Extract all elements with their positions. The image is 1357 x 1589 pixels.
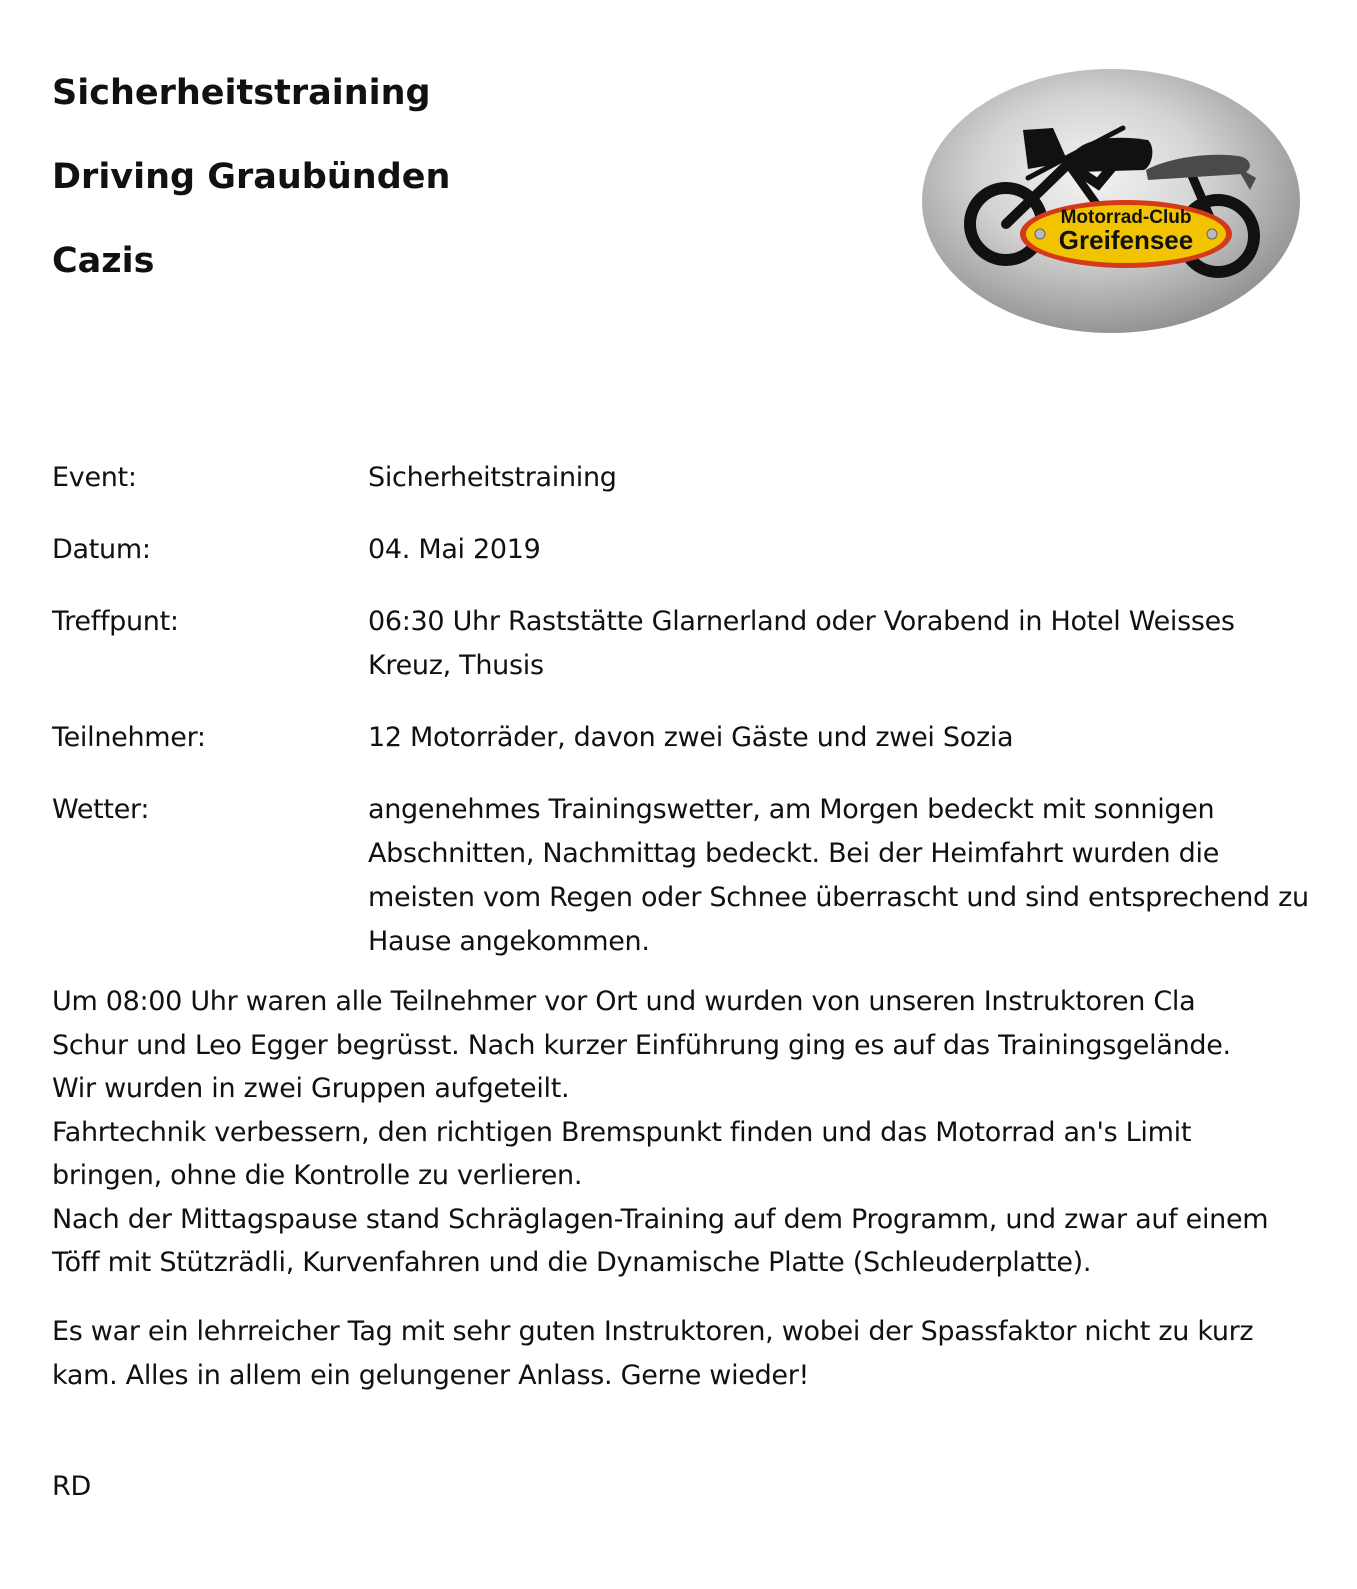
event-info-table: [52, 456, 1312, 992]
report-paragraph-2: [52, 1310, 1312, 1397]
info-row-date: [52, 528, 1312, 572]
report-paragraph-1: [52, 980, 1312, 1285]
logo-text-line2: Greifensee: [1058, 225, 1194, 255]
info-label: Wetter:: [52, 794, 150, 825]
info-value: Sicherheitstraining: [368, 462, 617, 493]
text-line: kam. Alles in allem ein gelungener Anlass. Gerne wieder!: [52, 1359, 810, 1391]
text-line: Um 08:00 Uhr waren alle Teilnehmer vor Ort und wurden von unseren Instruktoren Cla: [52, 986, 1196, 1017]
info-row-event: [52, 456, 1312, 500]
info-value: 06:30 Uhr Raststätte Glarnerland oder Vorabend in Hotel Weisses Kreuz, Thusis: [368, 606, 1235, 681]
info-row-meeting-point: [52, 600, 1312, 688]
info-label: Datum:: [52, 534, 151, 565]
logo-text-line1: Motorrad-Club: [1060, 207, 1192, 228]
info-label: Event:: [52, 462, 137, 493]
club-logo: [918, 66, 1304, 336]
text-line: Fahrtechnik verbessern, den richtigen Bremspunkt finden und das Motorrad an's Limit: [52, 1116, 1192, 1148]
text-line: Es war ein lehrreicher Tag mit sehr guten Instruktoren, wobei der Spassfaktor nicht zu kurz: [52, 1316, 1254, 1347]
club-nameplate: [1020, 200, 1232, 268]
info-label: Teilnehmer:: [52, 722, 206, 753]
text-line: Nach der Mittagspause stand Schräglagen-Training auf dem Programm, und zwar auf einem: [52, 1203, 1269, 1235]
text-line: Töff mit Stützrädli, Kurvenfahren und die Dynamische Platte (Schleuderplatte).: [52, 1247, 1092, 1278]
info-row-participants: [52, 716, 1312, 760]
info-value: 04. Mai 2019: [368, 534, 541, 565]
document-title: Sicherheitstraining: [52, 73, 431, 113]
venue-heading: Driving Graubünden: [52, 157, 451, 197]
text-line: Schur und Leo Egger begrüsst. Nach kurzer Einführung ging es auf das Trainingsgelände.: [52, 1029, 1231, 1061]
info-value: angenehmes Trainingswetter, am Morgen bedeckt mit sonnigen Abschnitten, Nachmittag bedeckt. Bei der Heimfahrt wurden die meisten vom Regen oder Schnee überrascht und sind entsprechend zu Hause angekommen.: [368, 794, 1309, 957]
text-line: Wir wurden in zwei Gruppen aufgeteilt.: [52, 1073, 570, 1104]
author-signature: RD: [52, 1471, 91, 1502]
info-label: Treffpunt:: [52, 606, 179, 637]
town-heading: Cazis: [52, 241, 155, 281]
info-value: 12 Motorräder, davon zwei Gäste und zwei Sozia: [368, 722, 1014, 753]
text-line: bringen, ohne die Kontrolle zu verlieren.: [52, 1160, 583, 1191]
info-row-weather: [52, 788, 1312, 964]
